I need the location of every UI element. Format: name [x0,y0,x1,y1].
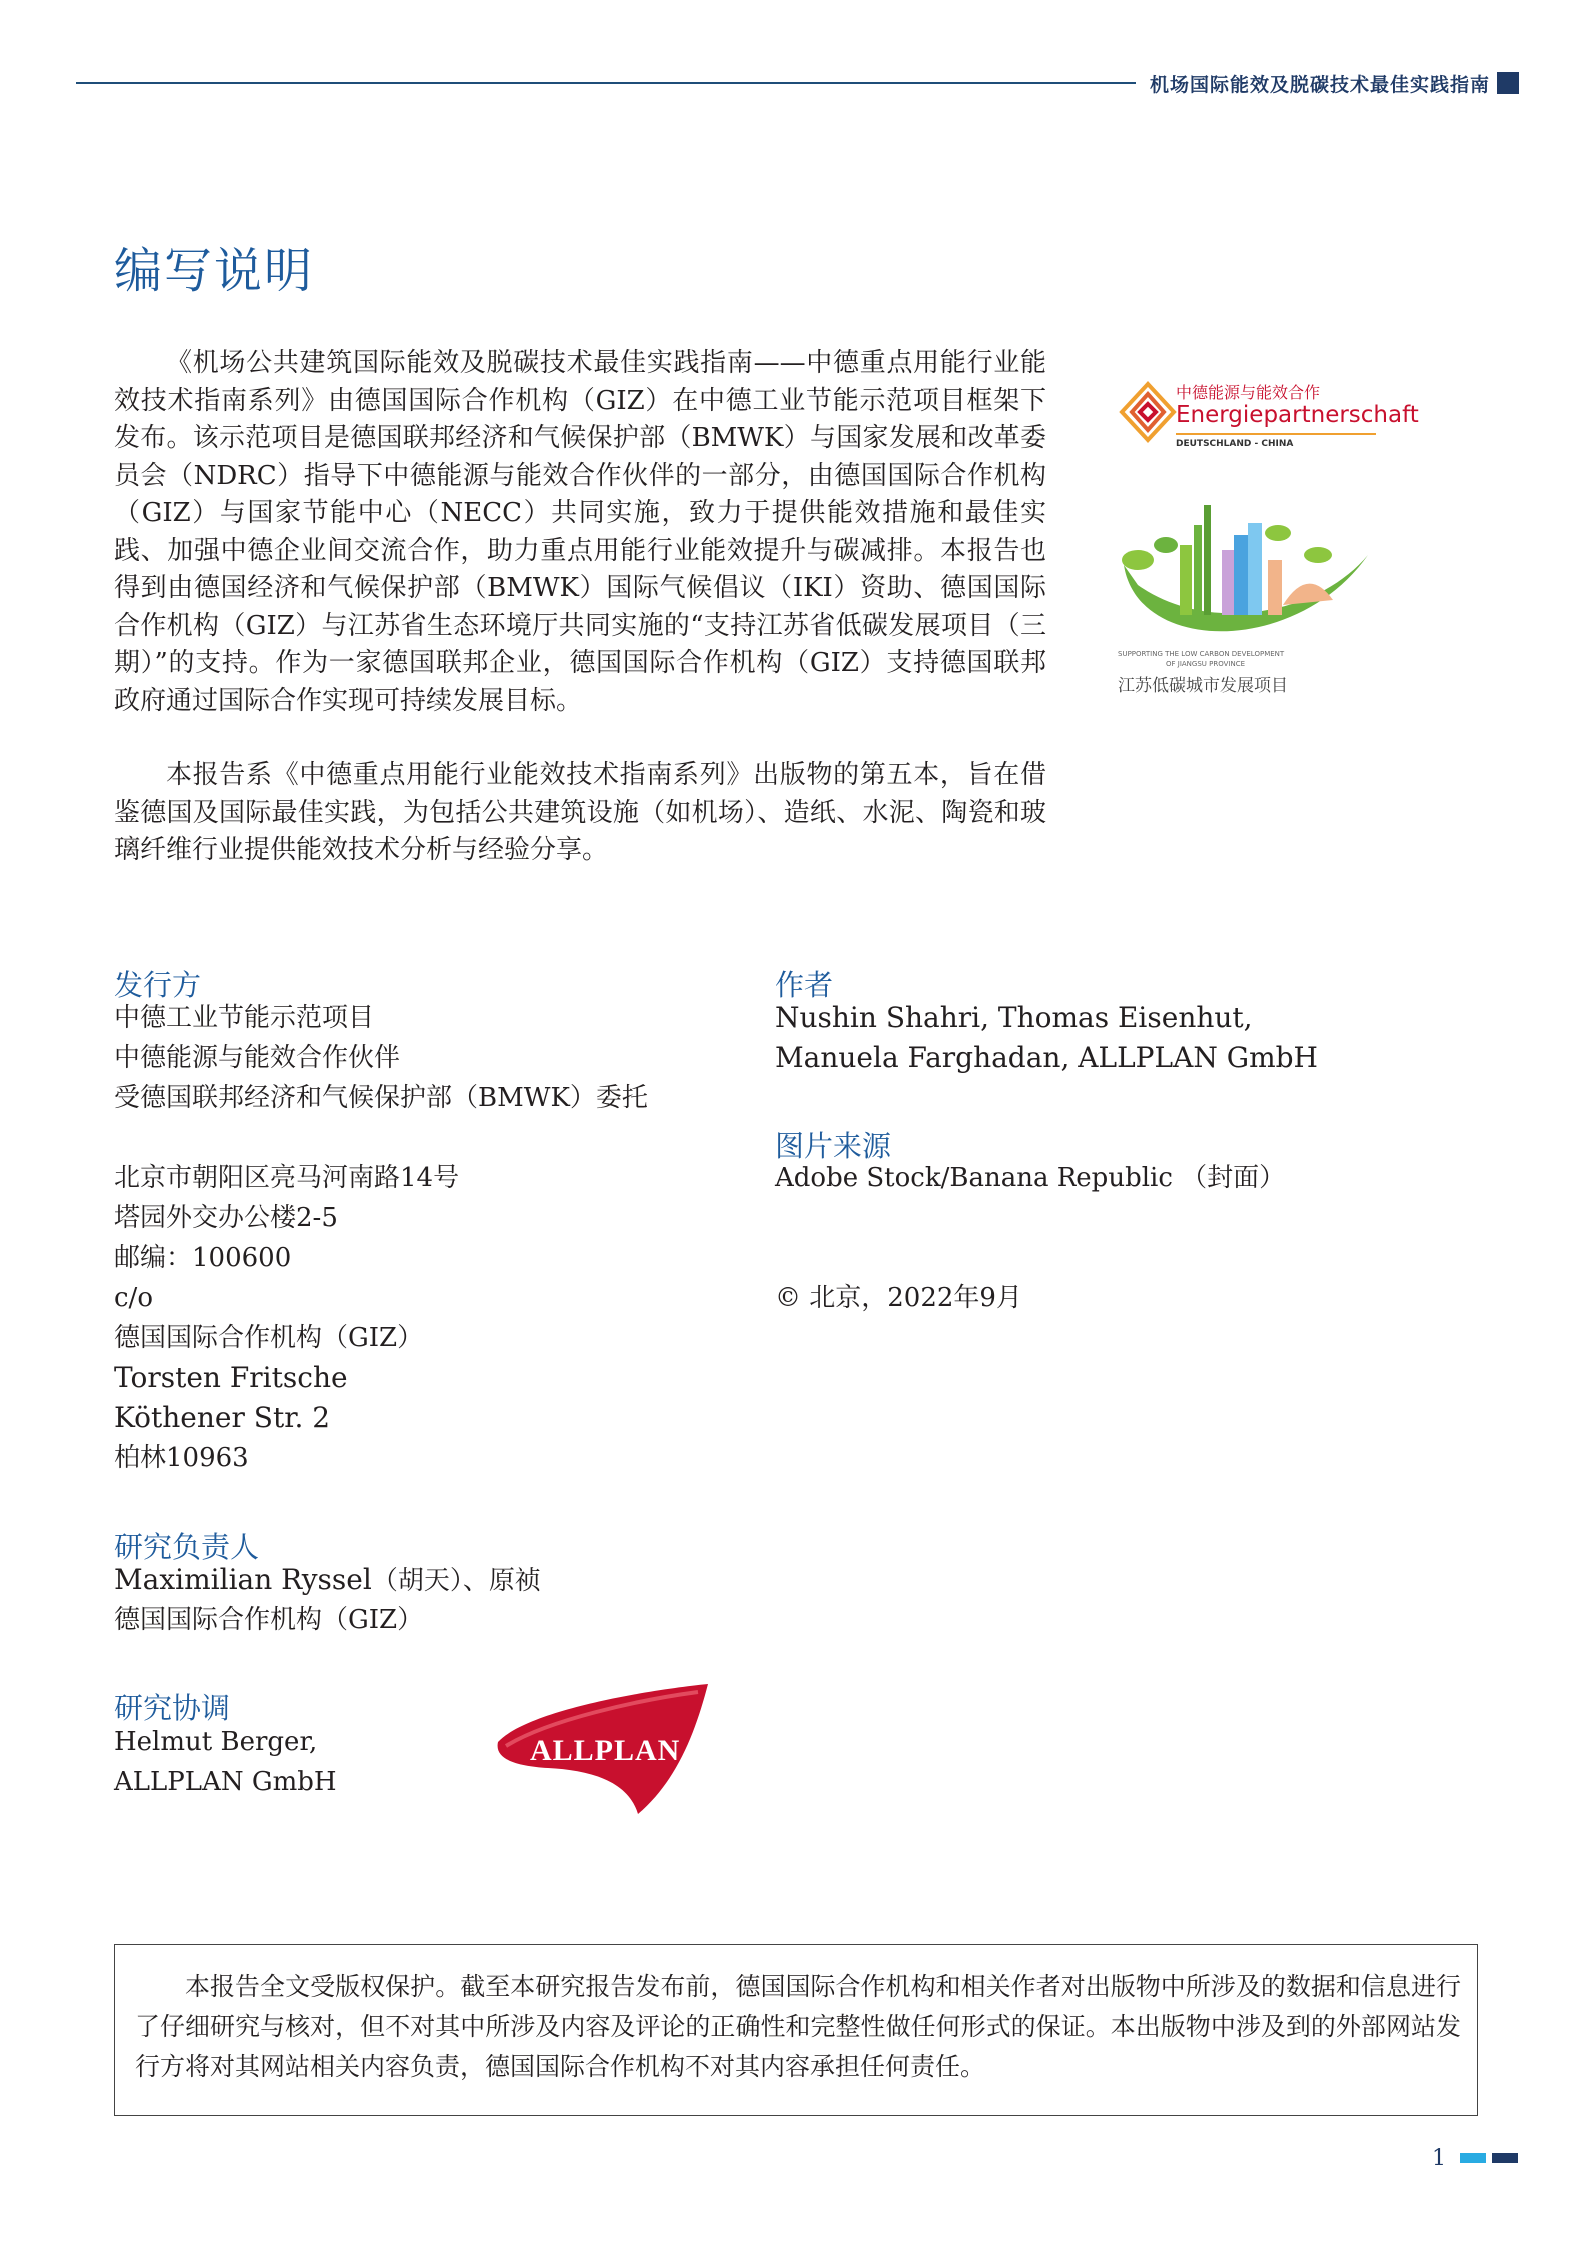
address-line: 德国国际合作机构（GIZ） [114,1323,424,1353]
publisher-heading: 发行方 [114,968,202,1002]
research-lead-names [114,1560,541,1601]
publisher-line: 中德工业节能示范项目 [114,1003,375,1033]
publisher-line: 中德能源与能效合作伙伴 [114,1043,401,1073]
intro-paragraph-2: 本报告系《中德重点用能行业能效技术指南系列》出版物的第五本，旨在借鉴德国及国际最佳实践，为包括公共建筑设施（如机场）、造纸、水泥、陶瓷和玻璃纤维行业提供能效技术分析与经验分享。 [114,760,1046,865]
ep-logo-en: Energiepartnerschaft [1176,402,1419,428]
address-line: Köthener Str. 2 [114,1401,331,1434]
page-number: 1 [1432,2146,1446,2171]
intro-paragraph-1: 《机场公共建筑国际能效及脱碳技术最佳实践指南——中德重点用能行业能效技术指南系列》由德国国际合作机构（GIZ）在中德工业节能示范项目框架下发布。该示范项目是德国联邦经济和气候保护部（BMWK）与国家发展和改革委员会（NDRC）指导下中德能源与能效合作伙伴的一部分，由德国国际合作机构（GIZ）与国家节能中心（NECC）共同实施，致力于提供能效措施和最佳实践、加强中德企业间交流合作，助力重点用能行业能效提升与碳减排。本报告也得到由德国经济和气候保护部（BMWK）国际气候倡议（IKI）资助、德国国际合作机构（GIZ）与江苏省生态环境厅共同实施的“支持江苏省低碳发展项目（三期）”的支持。作为一家德国联邦企业，德国国际合作机构（GIZ）支持德国联邦政府通过国际合作实现可持续发展目标。 [114,348,1046,716]
address-line: c/o [114,1283,153,1313]
research-coord-heading: 研究协调 [114,1691,231,1725]
research-lead-org: 德国国际合作机构（GIZ） [114,1605,424,1635]
research-lead-heading: 研究负责人 [114,1530,260,1564]
address-line: Torsten Fritsche [114,1361,348,1394]
address-line: 邮编：100600 [114,1243,292,1273]
diamond-emblem-icon [1118,380,1178,450]
header-title: 机场国际能效及脱碳技术最佳实践指南 [1150,74,1491,96]
address-line: 柏林10963 [114,1443,249,1473]
allplan-logo [488,1680,718,1820]
jiangsu-low-carbon-logo [1118,505,1378,695]
disclaimer-text: 本报告全文受版权保护。截至本研究报告发布前，德国国际合作机构和相关作者对出版物中所涉及的数据和信息进行了仔细研究与核对，但不对其中所涉及内容及评论的正确性和完整性做任何形式的保证。本出版物中涉及到的外部网站发行方将对其网站相关内容负责，德国国际合作机构不对其内容承担任何责任。 [135,1972,1461,2081]
image-source-text: Adobe Stock/Banana Republic （封面） [775,1163,1286,1193]
footer-bar-navy [1492,2153,1518,2163]
ep-logo-sub: DEUTSCHLAND - CHINA [1176,439,1294,449]
research-lead-name-rest: （胡天）、原祯 [371,1566,541,1596]
green-city-skyline-icon [1118,505,1378,655]
header-square [1497,72,1519,94]
ep-logo-rule [1176,433,1376,435]
disclaimer-box [114,1944,1478,2116]
js-logo-en1: SUPPORTING THE LOW CARBON DEVELOPMENT [1118,650,1285,658]
research-coord-line: ALLPLAN GmbH [114,1767,337,1797]
address-line: 塔园外交办公楼2-5 [114,1203,338,1233]
energiepartnerschaft-logo [1118,380,1419,455]
allplan-logo-text: ALLPLAN [530,1734,681,1767]
footer-bar-cyan [1460,2153,1486,2163]
page-title: 编写说明 [114,243,315,299]
authors-line: Manuela Farghadan, ALLPLAN GmbH [775,1041,1318,1074]
js-logo-cn: 江苏低碳城市发展项目 [1118,676,1288,696]
copyright-line: © 北京，2022年9月 [775,1283,1022,1313]
authors-line: Nushin Shahri, Thomas Eisenhut, [775,1001,1253,1034]
research-coord-line: Helmut Berger, [114,1727,318,1757]
authors-heading: 作者 [775,968,834,1002]
ep-logo-cn: 中德能源与能效合作 [1176,383,1321,402]
header-rule [76,82,1136,84]
research-lead-name-main: Maximilian Ryssel [114,1563,372,1596]
publisher-line: 受德国联邦经济和气候保护部（BMWK）委托 [114,1083,648,1113]
image-source-heading: 图片来源 [775,1129,892,1163]
address-line: 北京市朝阳区亮马河南路14号 [114,1163,460,1193]
js-logo-en2: OF JIANGSU PROVINCE [1166,660,1246,668]
